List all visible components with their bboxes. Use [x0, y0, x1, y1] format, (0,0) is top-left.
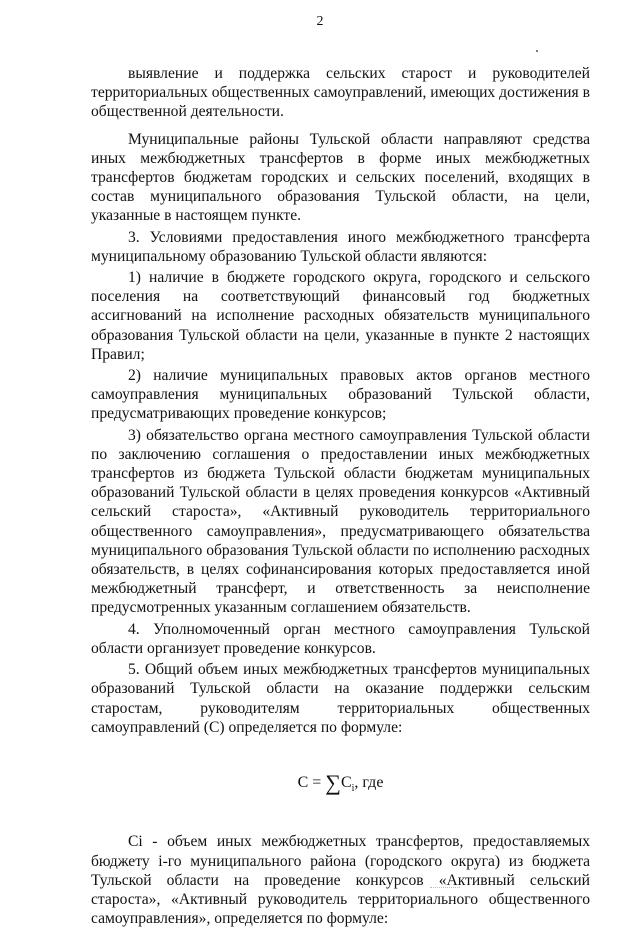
- paragraph: 3) обязательство органа местного самоуправления Тульской области по заключению соглашения о предоставлении иных межбюджетных трансфертов из бюджета Тульской области бюджетам муниципальных образований Тульской области в целях проведения конкурсов «Активный сельский староста», «Активный руководитель территориального общественного самоуправления», предусматривающего обязательства муниципального образования Тульской области по исполнению расходных обязательств, в целях софинансирования которых предоставляется иной межбюджетный трансферт, и ответственность за неисполнение предусмотренных указанным соглашением обязательств.: [91, 426, 590, 617]
- paragraph: 5. Общий объем иных межбюджетных трансфертов муниципальных образований Тульской области на оказание поддержки сельским старостам, руководителям территориальных общественных самоуправлений (С) определяется по формуле:: [91, 661, 590, 736]
- document-body: [91, 64, 590, 928]
- definition-paragraph: Ci - объем иных межбюджетных трансфертов, предоставляемых бюджету i-го муниципального района (городского округа) из бюджета Тульской области на проведение конкурсов «Активный сельский староста», «Активный руководитель территориального общественного самоуправления», определяется по формуле:: [91, 833, 590, 928]
- scan-speck: [536, 50, 538, 52]
- paragraph: выявление и поддержка сельских старост и руководителей территориальных общественных самоуправлений, имеющих достижения в общественной деятельности.: [91, 65, 590, 121]
- formula: [91, 769, 590, 798]
- sum-symbol: ∑: [325, 769, 341, 795]
- formula-lhs: C =: [297, 773, 326, 791]
- formula-term: C: [340, 773, 352, 791]
- paragraph: Муниципальные районы Тульской области направляют средства иных межбюджетных трансфертов в форме иных межбюджетных трансфертов бюджетам городских и сельских поселений, входящих в состав муниципального образования Тульской области, на цели, указанные в настоящем пункте.: [91, 130, 590, 225]
- paragraph: 1) наличие в бюджете городского округа, городского и сельского поселения на соответствующий финансовый год бюджетных ассигнований на исполнение расходных обязательств муниципального образования Тульской области на цели, указанные в пункте 2 настоящих Правил;: [91, 269, 590, 363]
- page-number: 2: [316, 14, 324, 29]
- formula-tail: , где: [354, 773, 384, 791]
- scan-artifact: [430, 887, 460, 888]
- paragraph: 2) наличие муниципальных правовых актов органов местного самоуправления муниципальных образований Тульской области, предусматривающих проведение конкурсов;: [91, 367, 590, 423]
- paragraph: 3. Условиями предоставления иного межбюджетного трансферта муниципальному образованию Тульской области являются:: [91, 228, 590, 265]
- formula-subscript: i: [351, 783, 355, 795]
- paragraph: 4. Уполномоченный орган местного самоуправления Тульской области организует проведение конкурсов.: [91, 620, 590, 657]
